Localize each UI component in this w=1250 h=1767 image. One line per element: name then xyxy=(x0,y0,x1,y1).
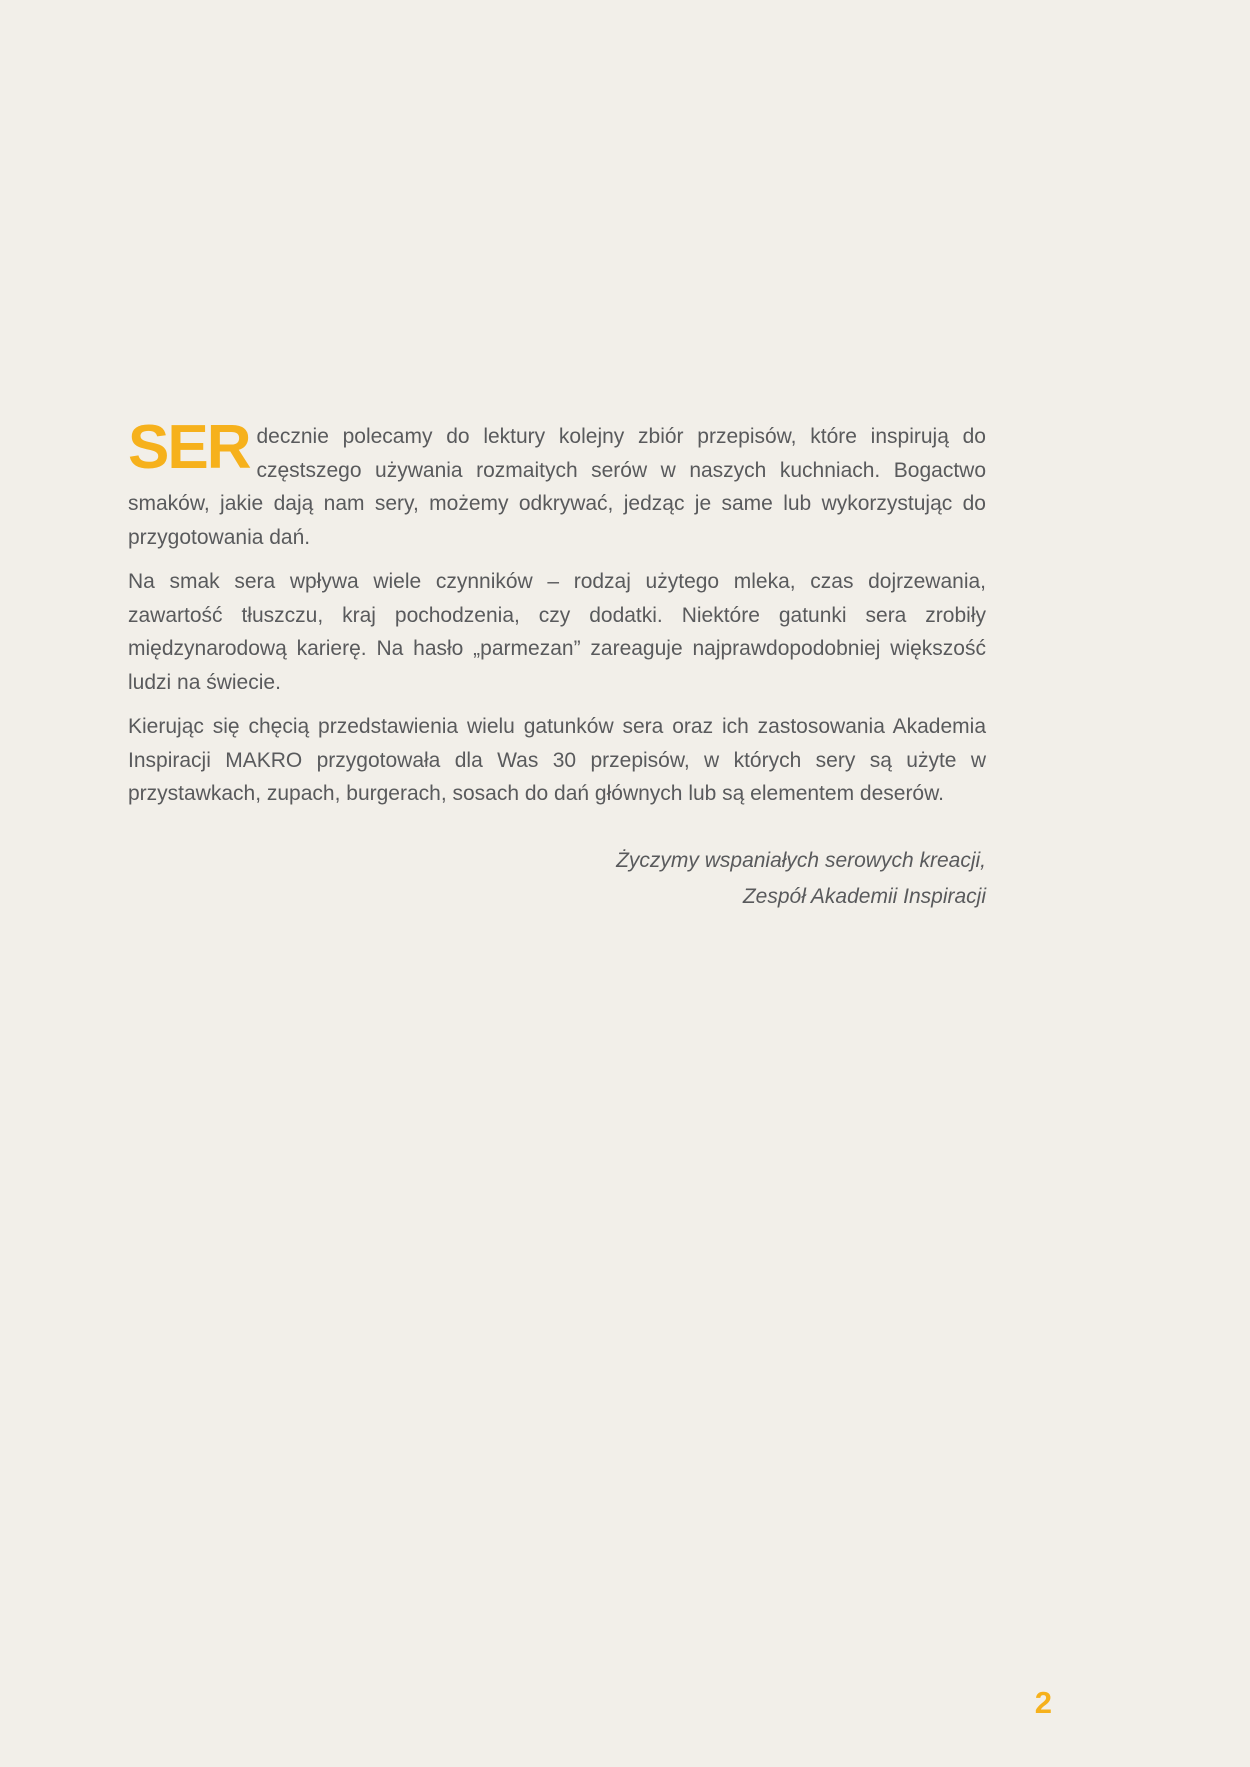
paragraph-recipes: Kierując się chęcią przedstawienia wielu gatunków sera oraz ich zastosowania Akademia Inspiracji MAKRO przygotowała dla Was 30 przepisów, w których sery są użyte w przystawkach, zupach, burgerach, sosach do dań głównych lub są elementem deserów. xyxy=(128,715,986,805)
dropcap-ser: SER xyxy=(128,413,250,482)
paragraph-intro-text: decznie polecamy do lektury kolejny zbiór przepisów, które inspirują do częstszego używania rozmaitych serów w naszych kuchniach. Bogactwo smaków, jakie dają nam sery, możemy odkrywać, jedząc je same lub wykorzystując do przygotowania dań. xyxy=(128,425,986,549)
paragraph-cheese-factors: Na smak sera wpływa wiele czynników – rodzaj użytego mleka, czas dojrzewania, zawartość tłuszczu, kraj pochodzenia, czy dodatki. Niektóre gatunki sera zrobiły międzynarodową karierę. Na hasło „parmezan” zareaguje najprawdopodobniej większość ludzi na świecie. xyxy=(128,570,986,694)
signature-line-2: Zespół Akademii Inspiracji xyxy=(742,884,986,908)
signature-line-1: Życzymy wspaniałych serowych kreacji, xyxy=(616,848,986,872)
signature-block xyxy=(128,843,986,915)
intro-text-block xyxy=(128,413,986,915)
page-number: 2 xyxy=(1034,1685,1052,1720)
paragraph-intro xyxy=(128,413,986,554)
